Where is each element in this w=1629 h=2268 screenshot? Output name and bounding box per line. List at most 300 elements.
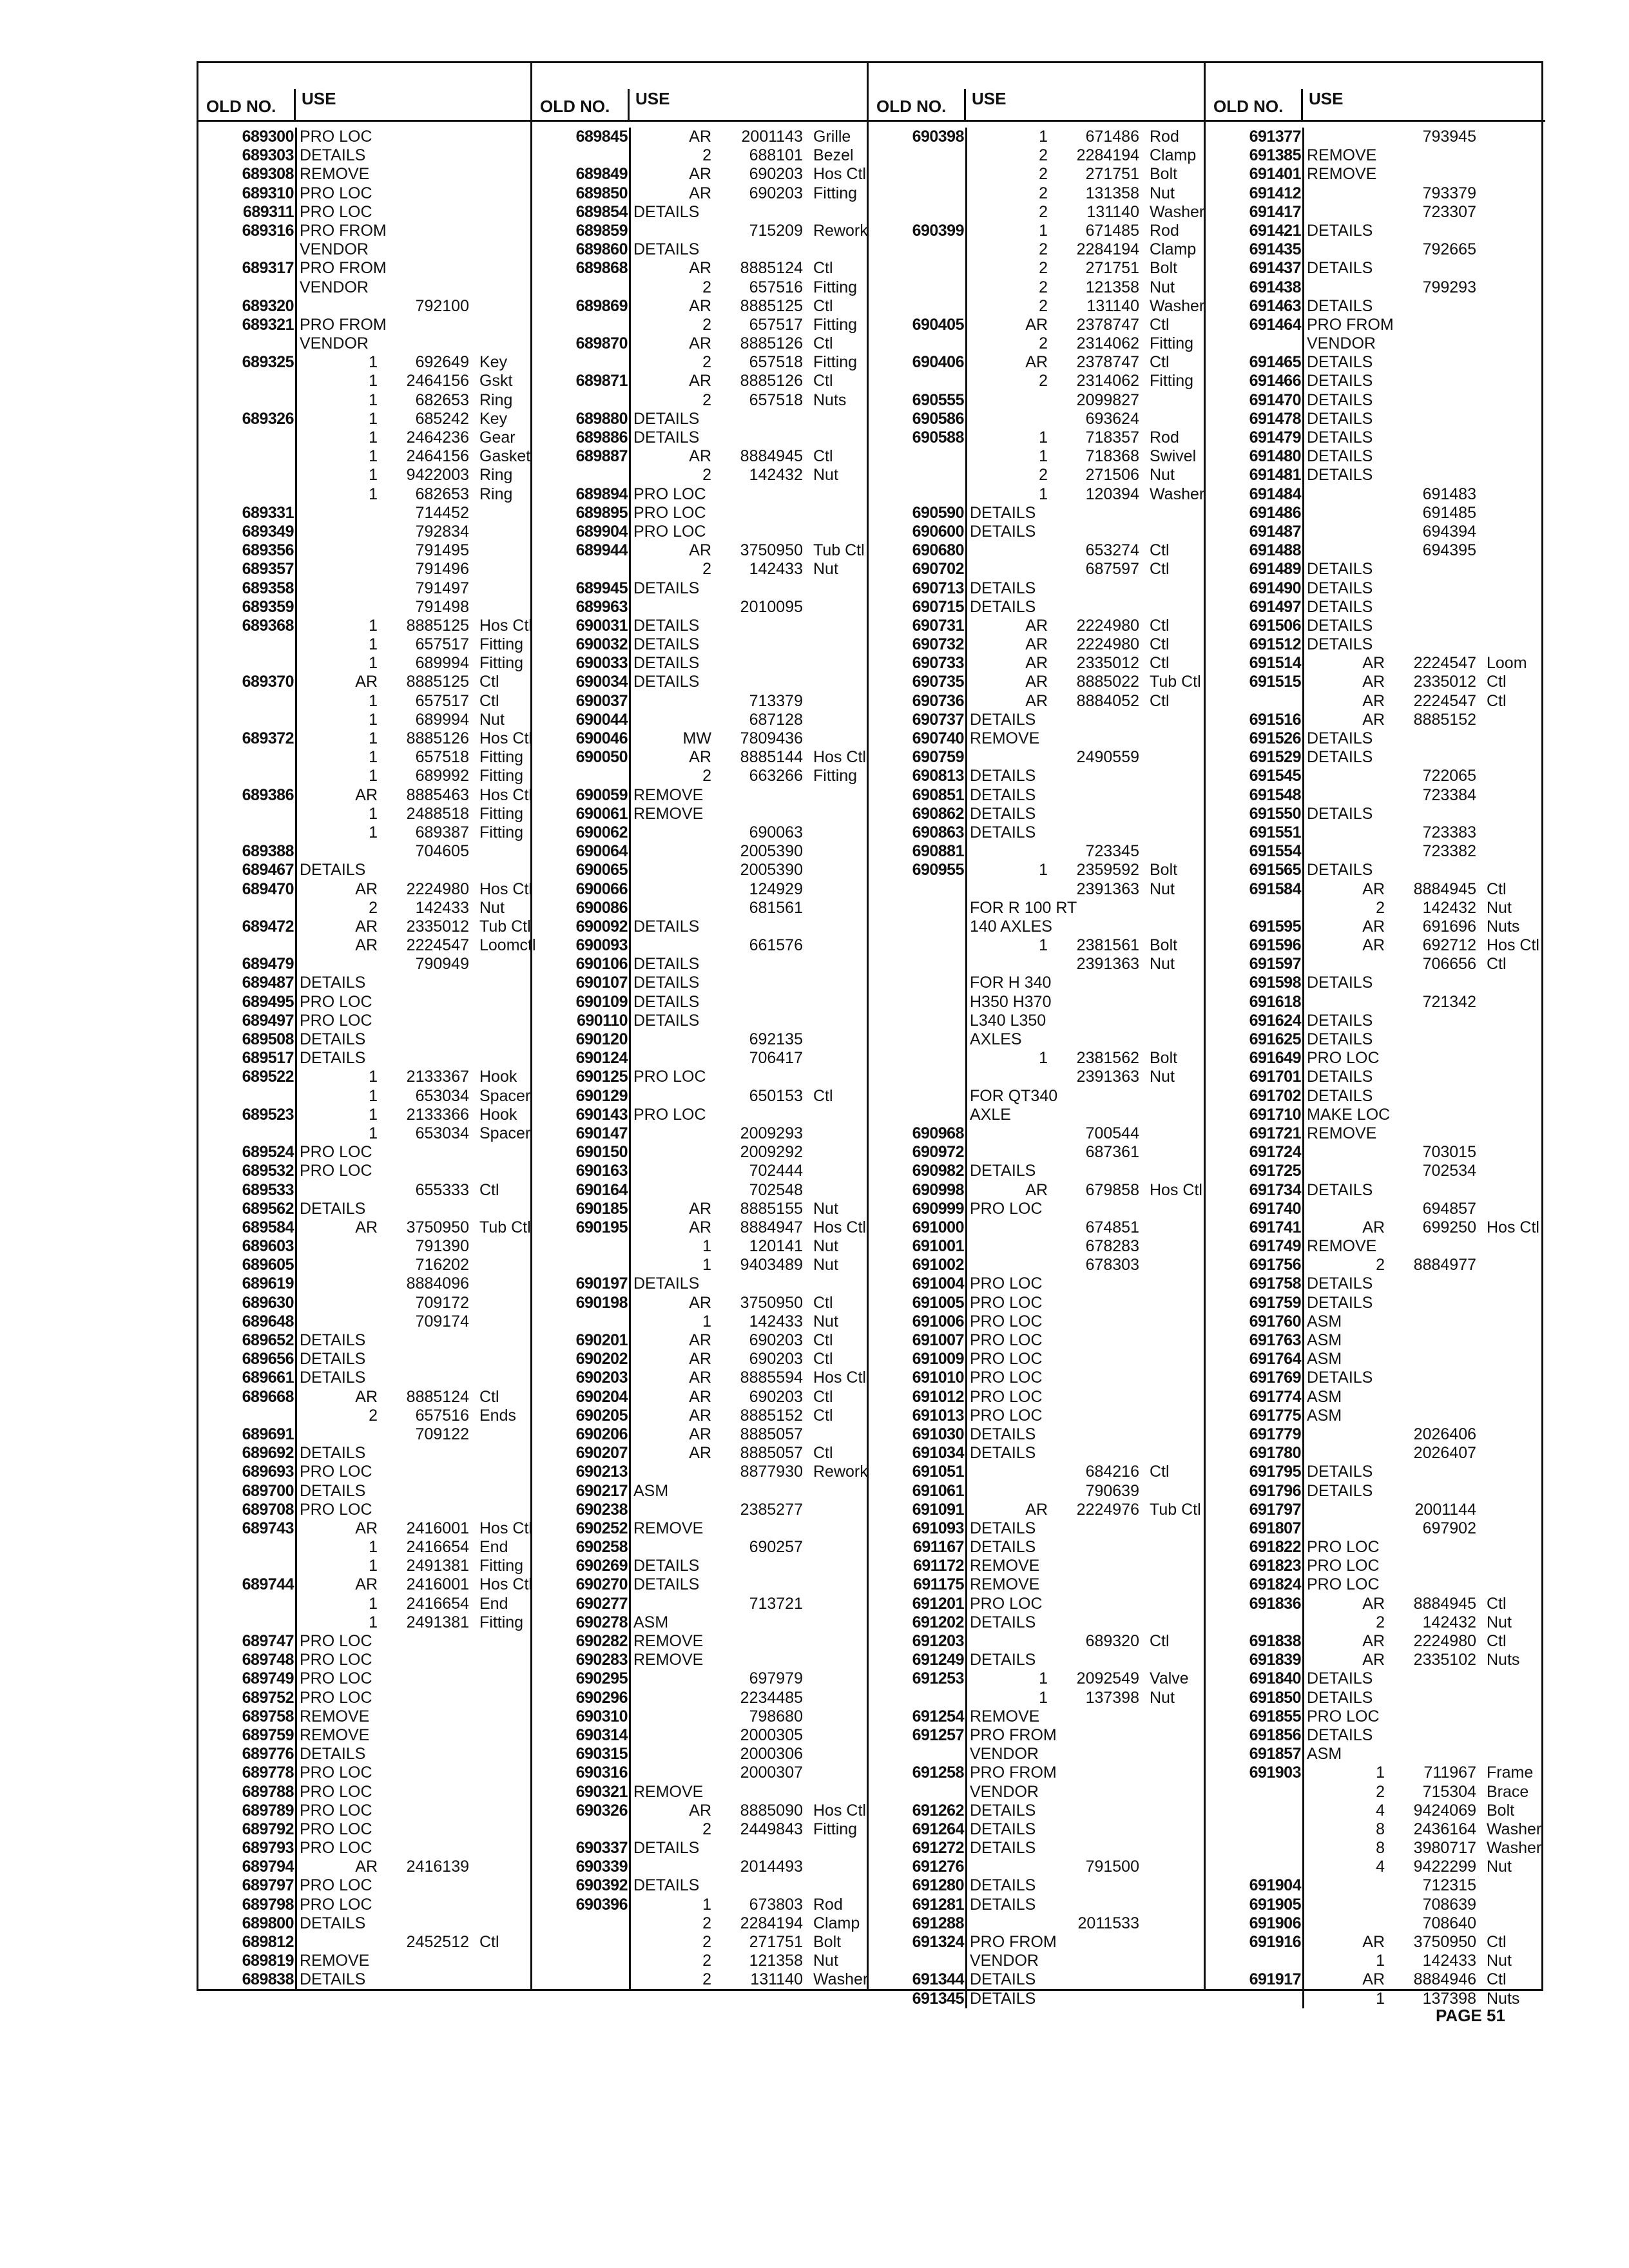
old-part-number: 691466: [1249, 372, 1301, 390]
use-note: PRO LOC: [970, 1331, 1043, 1349]
column-divider: [965, 993, 967, 1012]
quantity: 2: [1039, 184, 1048, 202]
old-part-number: 690206: [575, 1425, 628, 1443]
old-part-number: 689358: [242, 579, 294, 597]
entry-row: [532, 353, 869, 372]
column-divider: [1302, 635, 1304, 654]
quantity: AR: [1362, 879, 1385, 898]
column-divider: [295, 861, 297, 879]
column-divider: [1302, 598, 1304, 617]
entry-row: [198, 1012, 530, 1030]
column-divider: [295, 1425, 297, 1444]
new-part-number: 688101: [749, 146, 803, 165]
new-part-number: 699250: [1422, 1218, 1476, 1236]
column-divider: [629, 1049, 631, 1068]
entry-row: [198, 1068, 530, 1086]
column-divider: [965, 1726, 967, 1745]
part-description: Ctl: [1487, 879, 1507, 898]
entry-row: [1206, 259, 1545, 278]
part-description: Hos Ctl: [813, 165, 866, 184]
column-divider: [629, 1575, 631, 1594]
entry-row: [869, 993, 1206, 1012]
column-divider: [629, 560, 631, 579]
column-divider: [629, 936, 631, 955]
old-part-number: 689819: [242, 1952, 294, 1970]
column-divider: [1302, 1538, 1304, 1557]
quantity: AR: [689, 1350, 711, 1369]
column-divider: [629, 955, 631, 974]
entry-row: [1206, 1425, 1545, 1444]
entry-row: [1206, 165, 1545, 184]
entry-row: [198, 372, 530, 390]
part-description: Bolt: [1150, 861, 1178, 879]
column-divider: [295, 1331, 297, 1350]
old-part-number: 691822: [1249, 1538, 1301, 1557]
old-part-number: 691470: [1249, 390, 1301, 409]
entry-row: [869, 823, 1206, 842]
old-part-number: 690201: [575, 1331, 628, 1349]
old-part-number: 691775: [1249, 1406, 1301, 1425]
entry-row: [198, 523, 530, 541]
old-part-number: 689300: [242, 128, 294, 146]
new-part-number: 120394: [1085, 485, 1139, 503]
use-note: DETAILS: [1307, 861, 1373, 879]
column-divider: [1302, 1049, 1304, 1068]
column-divider: [629, 1613, 631, 1632]
use-note: DETAILS: [970, 1801, 1036, 1820]
old-part-number: 691565: [1249, 861, 1301, 879]
old-part-number: 691175: [912, 1575, 964, 1594]
old-part-number: 690972: [912, 1143, 964, 1162]
column-divider: [1302, 560, 1304, 579]
part-description: Ctl: [813, 296, 833, 315]
quantity: AR: [355, 917, 378, 936]
entry-row: [198, 842, 530, 861]
page-number: PAGE 51: [1436, 2006, 1505, 2025]
old-part-number: 691257: [912, 1725, 964, 1744]
entry-row: [1206, 1162, 1545, 1180]
column-divider: [1302, 259, 1304, 278]
entry-row: [1206, 1669, 1545, 1688]
new-part-number: 791495: [415, 541, 469, 560]
entry-row: [532, 1030, 869, 1049]
new-part-number: 8885126: [406, 729, 469, 747]
entry-row: [198, 1256, 530, 1274]
part-description: Fitting: [479, 635, 524, 654]
part-description: Ctl: [1150, 691, 1170, 710]
old-part-number: 689788: [242, 1782, 294, 1801]
old-part-number: 690124: [575, 1049, 628, 1068]
new-part-number: 655333: [415, 1180, 469, 1199]
entry-row: [869, 936, 1206, 955]
quantity: MW: [682, 729, 711, 747]
quantity: AR: [689, 296, 711, 315]
entry-row: [869, 635, 1206, 654]
entry-row: [1206, 635, 1545, 654]
old-part-number: 689495: [242, 992, 294, 1011]
column-divider: [1302, 316, 1304, 334]
quantity: 1: [369, 804, 378, 823]
part-description: Hos Ctl: [1487, 1218, 1539, 1236]
part-description: Spacer: [479, 1086, 531, 1105]
use-note: DETAILS: [1307, 1669, 1373, 1688]
use-note: DETAILS: [970, 579, 1036, 597]
old-part-number: 690270: [575, 1575, 628, 1594]
entry-row: [1206, 1802, 1545, 1820]
quantity: AR: [1362, 917, 1385, 936]
column-divider: [295, 1388, 297, 1407]
column-divider: [629, 1350, 631, 1369]
quantity: 1: [702, 1237, 711, 1256]
old-part-number: 689945: [575, 579, 628, 597]
part-description: Spacer: [479, 1124, 531, 1142]
new-part-number: 131358: [1085, 184, 1139, 202]
column-divider: [629, 1669, 631, 1688]
new-part-number: 120141: [749, 1237, 803, 1256]
old-part-number: 690277: [575, 1594, 628, 1613]
column-divider: [1302, 428, 1304, 447]
column-divider: [965, 485, 967, 504]
use-note: DETAILS: [633, 673, 700, 691]
quantity: 2: [702, 767, 711, 785]
column-divider: [295, 1914, 297, 1933]
old-part-number: 689812: [242, 1933, 294, 1951]
column-divider: [629, 1425, 631, 1444]
old-part-number: 691840: [1249, 1669, 1301, 1688]
column-divider: [629, 1876, 631, 1895]
old-part-number: 689895: [575, 503, 628, 522]
column-divider: [629, 767, 631, 785]
old-part-number: 691167: [912, 1538, 964, 1557]
column-divider: [965, 1613, 967, 1632]
quantity: 1: [369, 1124, 378, 1142]
new-part-number: 2092549: [1076, 1669, 1139, 1688]
old-part-number: 690588: [912, 428, 964, 447]
column-divider: [629, 1444, 631, 1463]
entry-row: [532, 428, 869, 447]
column-divider: [965, 391, 967, 410]
part-description: Hos Ctl: [479, 785, 532, 804]
new-part-number: 131140: [1086, 202, 1139, 221]
entry-row: [1206, 203, 1545, 222]
old-part-number: 689472: [242, 917, 294, 936]
column-divider: [629, 1463, 631, 1481]
entry-row: [532, 1369, 869, 1387]
new-part-number: 2335012: [1076, 654, 1139, 673]
old-part-number: 691288: [912, 1914, 964, 1932]
new-part-number: 2001144: [1414, 1500, 1476, 1519]
quantity: AR: [355, 936, 378, 955]
entry-row: [198, 1425, 530, 1444]
part-description: Ctl: [1150, 353, 1170, 372]
entry-row: [1206, 1124, 1545, 1143]
column-divider: [965, 748, 967, 767]
new-part-number: 8885126: [740, 372, 803, 390]
new-part-number: 2335012: [406, 917, 469, 936]
use-note: DETAILS: [1307, 729, 1373, 747]
column-divider: [1302, 1106, 1304, 1124]
entry-row: [869, 1162, 1206, 1180]
quantity: 1: [369, 1105, 378, 1124]
column-divider: [965, 1914, 967, 1933]
old-part-number: 690392: [575, 1876, 628, 1895]
part-description: Ctl: [1150, 560, 1170, 579]
entry-row: [198, 899, 530, 918]
old-part-number: 690202: [575, 1350, 628, 1369]
column-divider: [965, 128, 967, 146]
column-divider: [965, 635, 967, 654]
old-part-number: 689700: [242, 1481, 294, 1500]
entry-row: [869, 1218, 1206, 1237]
use-note: DETAILS: [300, 861, 366, 879]
part-description: Nuts: [1487, 1989, 1520, 2008]
new-part-number: 712315: [1422, 1876, 1476, 1895]
old-part-number: 691764: [1249, 1350, 1301, 1369]
entry-row: [532, 1331, 869, 1350]
entry-row: [1206, 541, 1545, 560]
use-note: DETAILS: [1307, 1068, 1373, 1086]
entry-row: [198, 1707, 530, 1726]
entry-row: [869, 1181, 1206, 1200]
old-part-number: 690296: [575, 1688, 628, 1707]
entry-row: [1206, 1876, 1545, 1895]
new-part-number: 791497: [415, 579, 469, 597]
old-part-number: 690252: [575, 1519, 628, 1537]
new-part-number: 8884945: [1413, 879, 1476, 898]
quantity: 1: [369, 729, 378, 747]
column-divider: [295, 466, 297, 485]
old-part-number: 689508: [242, 1030, 294, 1048]
old-part-number: 691001: [912, 1237, 964, 1256]
use-note: REMOVE: [1307, 1237, 1377, 1256]
entry-row: [198, 222, 530, 240]
use-note: DETAILS: [300, 1049, 366, 1068]
old-part-number: 691463: [1249, 296, 1301, 315]
entry-row: [1206, 1501, 1545, 1519]
old-part-number: 690759: [912, 748, 964, 767]
use-note: DETAILS: [633, 579, 700, 597]
old-part-number: 689793: [242, 1839, 294, 1858]
column-divider: [1302, 805, 1304, 823]
column-divider: [965, 410, 967, 428]
old-part-number: 689944: [575, 541, 628, 560]
old-no-header: OLD NO.: [540, 97, 610, 116]
old-part-number: 689850: [575, 184, 628, 202]
column-divider: [629, 729, 631, 748]
new-part-number: 791500: [1085, 1858, 1139, 1876]
entry-row: [198, 654, 530, 673]
part-description: Nut: [1150, 879, 1175, 898]
entry-row: [532, 673, 869, 691]
quantity: AR: [1362, 1933, 1385, 1951]
new-part-number: 657517: [415, 635, 469, 654]
old-part-number: 690163: [575, 1162, 628, 1180]
entry-row: [532, 598, 869, 617]
use-note: DETAILS: [1307, 748, 1373, 767]
entry-row: [198, 1218, 530, 1237]
column-divider: [629, 1087, 631, 1106]
old-part-number: 689320: [242, 296, 294, 315]
new-part-number: 657518: [749, 390, 803, 409]
header-divider: [964, 89, 966, 120]
new-part-number: 793379: [1422, 184, 1476, 202]
column-divider: [965, 1087, 967, 1106]
entry-row: [198, 1726, 530, 1745]
column-divider: [1302, 1519, 1304, 1538]
new-part-number: 2449843: [740, 1820, 803, 1838]
use-note: PRO LOC: [300, 1763, 372, 1782]
entry-row: [869, 1575, 1206, 1594]
part-description: Frame: [1487, 1763, 1534, 1782]
new-part-number: 142433: [1422, 1952, 1476, 1970]
use-note: DETAILS: [970, 1651, 1036, 1669]
entry-row: [869, 880, 1206, 899]
old-part-number: 691516: [1249, 710, 1301, 729]
old-part-number: 690740: [912, 729, 964, 747]
old-part-number: 690283: [575, 1651, 628, 1669]
column-divider: [295, 1726, 297, 1745]
entry-row: [869, 316, 1206, 334]
part-description: Nuts: [1487, 917, 1520, 936]
old-part-number: 691480: [1249, 447, 1301, 466]
entry-row: [198, 598, 530, 617]
new-part-number: 8885125: [406, 673, 469, 691]
column-divider: [965, 1669, 967, 1688]
new-part-number: 8885155: [740, 1199, 803, 1218]
entry-row: [869, 1820, 1206, 1839]
old-part-number: 691597: [1249, 955, 1301, 974]
entry-row: [869, 1444, 1206, 1463]
old-part-number: 691855: [1249, 1707, 1301, 1725]
column-divider: [965, 786, 967, 805]
part-description: Ctl: [813, 372, 833, 390]
use-note: PRO LOC: [300, 1651, 372, 1669]
use-note: DETAILS: [970, 767, 1036, 785]
new-part-number: 2335012: [1413, 673, 1476, 691]
old-part-number: 690715: [912, 597, 964, 616]
new-part-number: 8884977: [1413, 1256, 1476, 1274]
column-divider: [965, 1595, 967, 1613]
entry-row: [869, 203, 1206, 222]
column-divider: [295, 974, 297, 992]
entry-row: [532, 1689, 869, 1707]
use-header: USE: [1309, 89, 1344, 108]
old-part-number: 691823: [1249, 1557, 1301, 1575]
column-divider: [965, 184, 967, 203]
entry-row: [532, 692, 869, 711]
new-part-number: 8884945: [740, 447, 803, 466]
column-divider: [295, 1595, 297, 1613]
quantity: AR: [1025, 673, 1048, 691]
part-description: Hook: [479, 1105, 517, 1124]
column-divider: [629, 1200, 631, 1218]
use-note: DETAILS: [633, 955, 700, 974]
quantity: 1: [369, 616, 378, 635]
use-note: DETAILS: [970, 1444, 1036, 1463]
old-part-number: 689331: [242, 503, 294, 522]
part-description: Bolt: [1150, 1049, 1178, 1068]
new-part-number: 3750950: [740, 541, 803, 560]
new-part-number: 2224980: [1413, 1632, 1476, 1650]
entry-row: [532, 1632, 869, 1651]
old-part-number: 690062: [575, 823, 628, 841]
quantity: 2: [1039, 278, 1048, 296]
column-divider: [295, 1030, 297, 1049]
old-part-number: 689325: [242, 353, 294, 372]
column-divider: [629, 1331, 631, 1350]
new-part-number: 3750950: [1413, 1933, 1476, 1951]
entry-row: [532, 1501, 869, 1519]
new-part-number: 9422003: [406, 466, 469, 485]
entry-row: [869, 447, 1206, 466]
column-divider: [965, 1444, 967, 1463]
old-part-number: 690310: [575, 1707, 628, 1725]
entry-row: [1206, 579, 1545, 598]
old-part-number: 690337: [575, 1839, 628, 1858]
entry-row: [198, 1030, 530, 1049]
entry-row: [869, 1763, 1206, 1782]
part-description: Bolt: [1150, 936, 1178, 955]
part-description: Hos Ctl: [479, 879, 532, 898]
entry-row: [198, 767, 530, 785]
quantity: 2: [702, 466, 711, 485]
part-description: Washer: [1487, 1839, 1542, 1858]
entry-row: [198, 146, 530, 165]
old-part-number: 689758: [242, 1707, 294, 1725]
column-divider: [295, 1707, 297, 1726]
old-part-number: 691051: [912, 1463, 964, 1481]
part-description: Grille: [813, 128, 851, 146]
quantity: 2: [1039, 202, 1048, 221]
part-description: Washer: [1150, 485, 1205, 503]
column-divider: [965, 1388, 967, 1407]
entry-row: [198, 1745, 530, 1763]
quantity: 1: [369, 466, 378, 485]
old-part-number: 689517: [242, 1049, 294, 1068]
column-divider: [1302, 222, 1304, 240]
column-divider: [295, 1369, 297, 1387]
use-note: PRO LOC: [633, 522, 706, 541]
new-part-number: 657516: [415, 1406, 469, 1425]
old-part-number: 690120: [575, 1030, 628, 1048]
entry-row: [869, 353, 1206, 372]
entry-row: [198, 1331, 530, 1350]
entry-row: [1206, 1632, 1545, 1651]
old-part-number: 691779: [1249, 1425, 1301, 1443]
old-part-number: 689800: [242, 1914, 294, 1932]
use-note: REMOVE: [633, 804, 704, 823]
column-divider: [1302, 1482, 1304, 1501]
entry-row: [1206, 842, 1545, 861]
index-column-2: [530, 63, 869, 1989]
quantity: AR: [1025, 1500, 1048, 1519]
old-part-number: 691595: [1249, 917, 1301, 936]
column-divider: [629, 673, 631, 691]
new-part-number: 792100: [415, 296, 469, 315]
column-divider: [1302, 617, 1304, 635]
old-part-number: 689326: [242, 409, 294, 428]
entry-row: [198, 353, 530, 372]
entry-row: [532, 410, 869, 428]
new-part-number: 2234485: [740, 1688, 803, 1707]
column-divider: [965, 1896, 967, 1914]
entry-row: [1206, 692, 1545, 711]
entry-row: [869, 184, 1206, 203]
column-divider: [965, 1162, 967, 1180]
new-part-number: 8884052: [1076, 691, 1139, 710]
quantity: AR: [689, 1387, 711, 1406]
part-description: Rod: [1150, 221, 1179, 240]
